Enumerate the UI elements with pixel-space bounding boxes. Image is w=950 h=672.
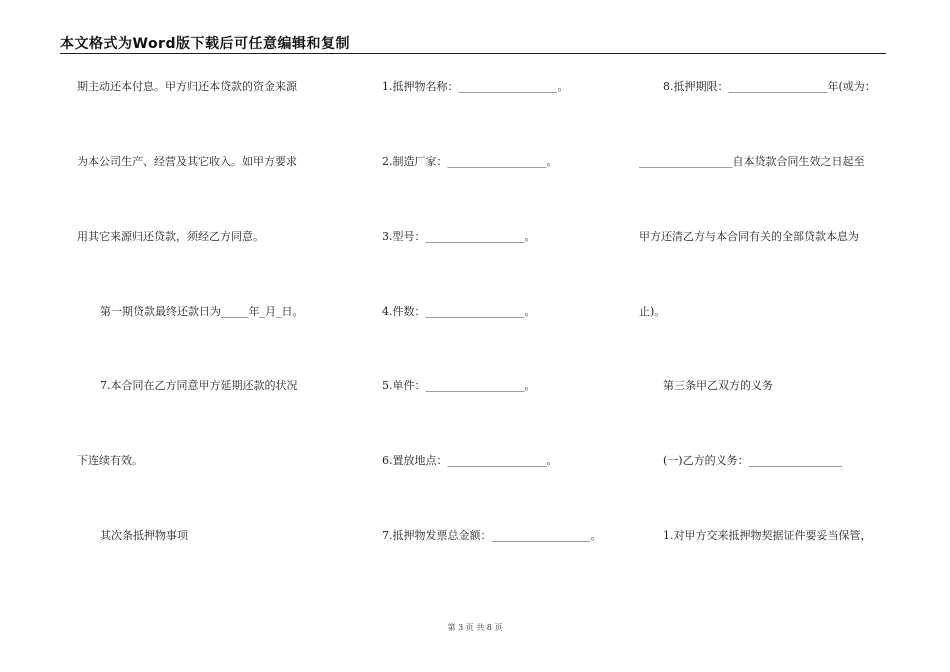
left-line-1: 期主动还本付息。甲方归还本贷款的资金来源 <box>77 80 297 93</box>
mid-line-6: 6.置放地点：__________________。 <box>382 454 558 467</box>
right-line-6: (一)乙方的义务：_________________ <box>663 454 843 467</box>
mid-line-7: 7.抵押物发票总金额：__________________。 <box>382 529 602 542</box>
left-line-3: 用其它来源归还贷款，须经乙方同意。 <box>77 230 264 243</box>
mid-line-2: 2.制造厂家：__________________。 <box>382 155 558 168</box>
mid-line-5: 5.单件：__________________。 <box>382 379 536 392</box>
right-line-1: 8.抵押期限：__________________年(或为： <box>663 80 876 93</box>
right-line-7: 1.对甲方交来抵押物契据证件要妥当保管， <box>663 529 872 542</box>
right-line-5: 第三条甲乙双方的义务 <box>663 379 773 392</box>
left-line-4: 第一期贷款最终还款日为_____年_月_日。 <box>100 305 304 318</box>
left-line-5: 7.本合同在乙方同意甲方延期还款的状况 <box>100 379 298 392</box>
right-line-3: 甲方还清乙方与本合同有关的全部贷款本息为 <box>639 230 859 243</box>
page-footer: 第 3 页 共 8 页 <box>447 623 503 632</box>
header-title: 本文格式为Word版下载后可任意编辑和复制 <box>60 36 350 52</box>
mid-line-4: 4.件数：__________________。 <box>382 305 536 318</box>
right-line-2: _________________自本贷款合同生效之日起至 <box>639 155 865 168</box>
mid-line-1: 1.抵押物名称：__________________。 <box>382 80 569 93</box>
left-line-7: 其次条抵押物事项 <box>100 529 188 542</box>
right-line-4: 止)。 <box>639 305 666 318</box>
left-line-2: 为本公司生产、经营及其它收入。如甲方要求 <box>77 155 297 168</box>
mid-line-3: 3.型号：__________________。 <box>382 230 536 243</box>
left-line-6: 下连续有效。 <box>77 454 143 467</box>
